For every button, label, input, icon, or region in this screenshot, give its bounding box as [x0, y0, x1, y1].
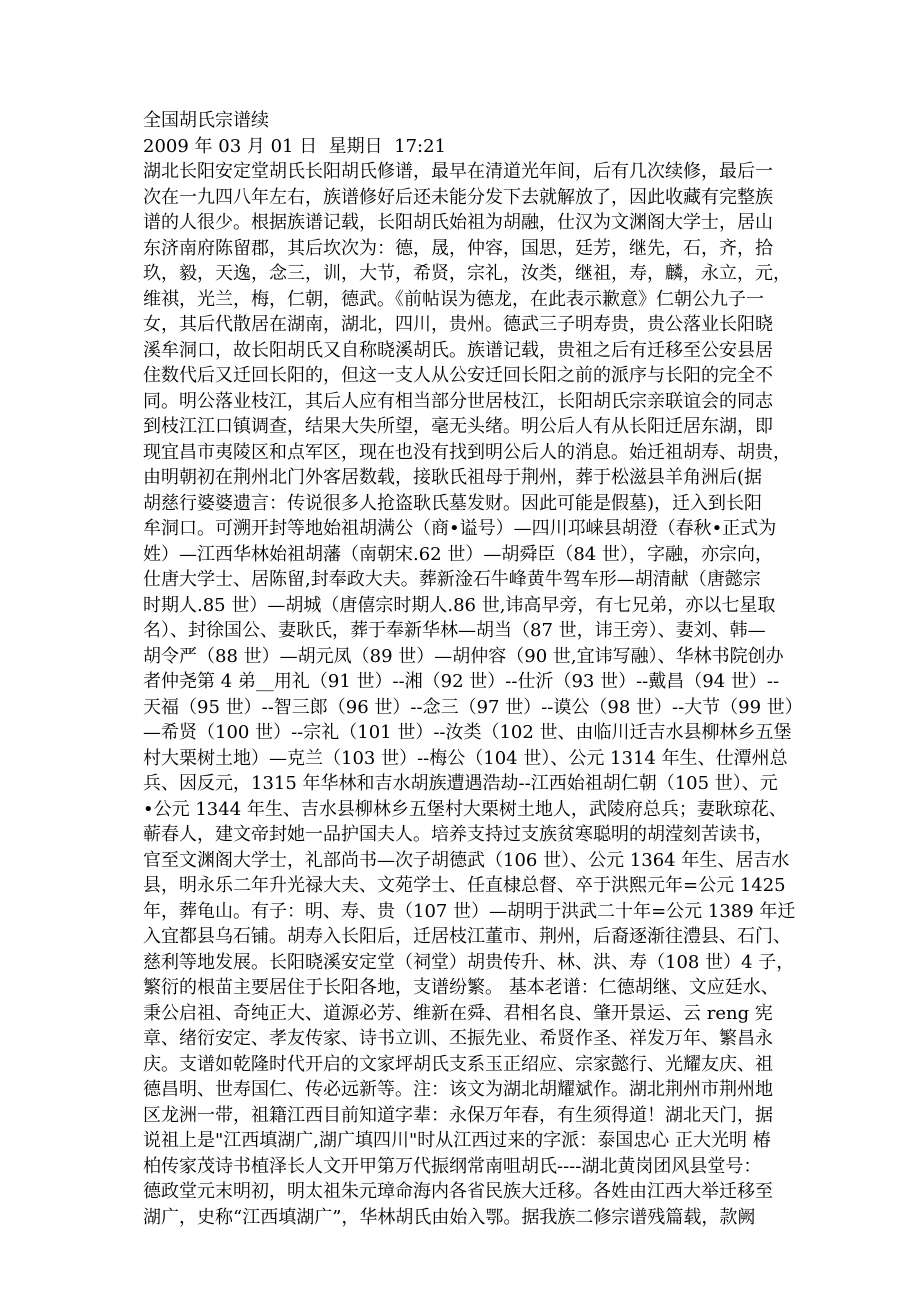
document-title: 全国胡氏宗谱续: [143, 110, 269, 131]
text-line: 章、绪衍安定、孝友传家、诗书立训、丕振先业、希贤作圣、祥发万年、繁昌永: [143, 1028, 773, 1049]
text-line: 次在一九四八年左右，族谱修好后还未能分发下去就解放了，因此收藏有完整族: [143, 186, 773, 208]
text-line: 蕲春人，建文帝封她一品护国夫人。培养支持过支族贫寒聪明的胡滢刻苦读书，: [143, 824, 773, 845]
text-line: 名）、封徐国公、妻耿氏，葬于奉新华林—胡当（87 世，讳王旁）、妻刘、韩—: [143, 620, 766, 641]
text-line: 德政堂元末明初，明太祖朱元璋命海内各省民族大迁移。各姓由江西大举迁移至: [143, 1181, 773, 1202]
text-line: —希贤（100 世）--宗礼（101 世）--汝类（102 世、由临川迁吉水县柳林乡五堡: [143, 722, 792, 743]
text-line: 兵、因反元，1315 年华林和吉水胡族遭遇浩劫--江西始祖胡仁朝（105 世）、元: [143, 773, 778, 794]
text-line: 年，葬龟山。有子：明、寿、贵（107 世）—胡明于洪武二十年=公元 1389 年迁: [143, 900, 796, 922]
text-line: 现宜昌市夷陵区和点军区，现在也没有找到明公后人的消息。始迁祖胡寿、胡贵，: [143, 441, 791, 463]
text-line: 天福（95 世）--智三郎（96 世）--念三（97 世）--谟公（98 世）--大节（99 世）: [143, 696, 803, 718]
text-line: 姓）—江西华林始祖胡藩（南朝宋.62 世）—胡舜臣（84 世），字融，亦宗向，: [143, 543, 773, 565]
text-line: 溪牟洞口，故长阳胡氏又自称晓溪胡氏。族谱记载，贵祖之后有迁移至公安县居: [143, 339, 773, 361]
text-line: 牟洞口。可溯开封等地始祖胡满公（商•谥号）—四川邛崃县胡澄（春秋•正式为: [143, 518, 777, 539]
text-line: 胡慈行婆婆遗言：传说很多人抢盗耿氏墓发财。因此可能是假墓)，迁入到长阳: [143, 492, 763, 514]
text-line: 仕唐大学士、居陈留,封奉政大夫。葬新淦石牛峰黄牛驾车形—胡清献（唐懿宗: [143, 569, 761, 590]
text-line: 繁衍的根苗主要居住于长阳各地，支谱纷繁。 基本老谱：仁德胡继、文应廷水、: [143, 977, 779, 998]
text-line: 区龙洲一带，祖籍江西目前知道字辈：永保万年春，有生须得道！湖北天门，据: [143, 1104, 773, 1126]
text-line: 湖广，史称“江西填湖广”，华林胡氏由始入鄂。据我族二修宗谱残篇载，款阙: [143, 1206, 756, 1228]
text-line: 东济南府陈留郡，其后坎次为：德，晟，仲容，国思，廷芳，继先，石，齐，拾: [143, 237, 773, 259]
text-line: 柏传家茂诗书植泽长人文开甲第万代振纲常南咀胡氏----湖北黄岗团风县堂号：: [143, 1155, 762, 1177]
text-line: 官至文渊阁大学士，礼部尚书—次子胡德武（106 世）、公元 1364 年生、居吉水: [143, 849, 790, 871]
text-line: 时期人.85 世）—胡城（唐僖宗时期人.86 世,讳高早旁，有七兄弟，亦以七星取: [143, 594, 776, 616]
text-line: 玖，毅，天逸，念三，训，大节，希贤，宗礼，汝类，继祖，寿，麟，永立，元，: [143, 263, 791, 284]
text-line: •公元 1344 年生、吉水县柳林乡五堡村大栗树土地人，武陵府总兵；妻耿琼花、: [143, 798, 787, 820]
document-body: [143, 108, 803, 1230]
text-line: 维祺，光兰，梅，仁朝，德武。《前帖误为德龙，在此表示歉意》仁朝公九子一: [143, 288, 764, 310]
text-line: 说祖上是"江西填湖广,湖广填四川"时从江西过来的字派：泰国忠心 正大光明 椿: [143, 1130, 771, 1151]
text-line: 秉公启祖、奇纯正大、道源必芳、维新在舜、君相名良、肇开景运、云 reng 宪: [143, 1002, 773, 1024]
text-line: 村大栗树土地）—克兰（103 世）--梅公（104 世）、公元 1314 年生、仕潭州总: [143, 747, 788, 769]
text-line: 湖北长阳安定堂胡氏长阳胡氏修谱，最早在清道光年间，后有几次续修，最后一: [143, 161, 773, 182]
text-line: 者仲尧第 4 弟__用礼（91 世）--湘（92 世）--仕沂（93 世）--戴昌（94 世）--: [143, 671, 780, 692]
text-line: 德昌明、世寿国仁、传必远新等。注：该文为湖北胡耀斌作。湖北荆州市荆州地: [143, 1079, 773, 1100]
text-line: 入宜都县乌石铺。胡寿入长阳后，迁居枝江董市、荆州，后裔逐渐往澧县、石门、: [143, 926, 791, 947]
text-line: 慈利等地发展。长阳晓溪安定堂（祠堂）胡贵传升、林、洪、寿（108 世）4 子，: [143, 951, 795, 973]
text-line: 由明朝初在荆州北门外客居数载，接耿氏祖母于荆州，葬于松滋县羊角洲后(据: [143, 467, 763, 488]
text-line: 县，明永乐二年升光禄大夫、文苑学士、任直棣总督、卒于洪熙元年=公元 1425: [143, 875, 786, 896]
document-date: 2009 年 03 月 01 日 星期日 17:21: [143, 135, 446, 157]
text-line: 庆。支谱如乾隆时代开启的文家坪胡氏支系玉正绍应、宗家懿行、光耀友庆、祖: [143, 1053, 773, 1075]
text-line: 同。明公落业枝江，其后人应有相当部分世居枝江，长阳胡氏宗亲联谊会的同志: [143, 390, 773, 412]
text-line: 到枝江江口镇调查，结果大失所望，毫无头绪。明公后人有从长阳迁居东湖，即: [143, 416, 773, 437]
text-line: 谱的人很少。根据族谱记载，长阳胡氏始祖为胡融，仕汉为文渊阁大学士，居山: [143, 212, 773, 233]
text-line: 女，其后代散居在湖南，湖北，四川，贵州。德武三子明寿贵，贵公落业长阳晓: [143, 314, 773, 335]
text-line: 胡令严（88 世）—胡元凤（89 世）—胡仲容（90 世,宜讳写融）、华林书院创办: [143, 645, 784, 667]
document-text: [143, 159, 803, 1230]
text-line: 住数代后又迁回长阳的，但这一支人从公安迁回长阳之前的派序与长阳的完全不: [143, 365, 773, 386]
